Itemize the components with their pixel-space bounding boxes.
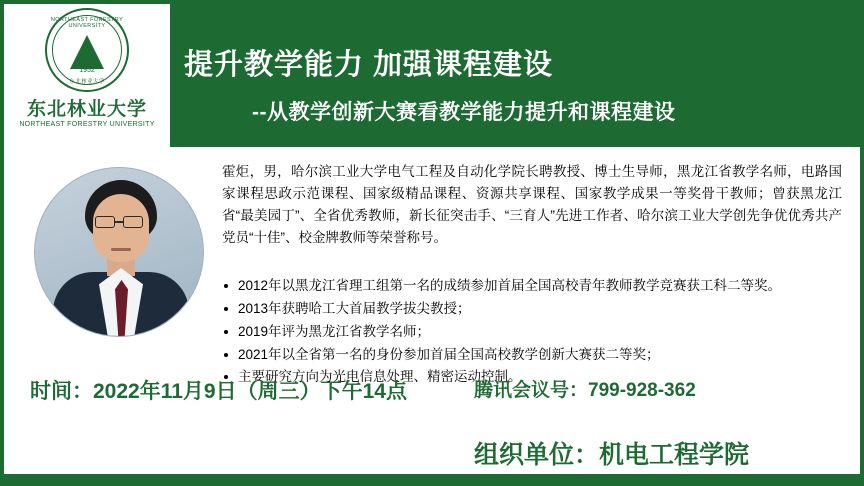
glasses-icon <box>123 216 143 228</box>
portrait-face <box>93 194 149 262</box>
list-item: 2012年以黑龙江省理工组第一名的成绩参加首届全国高校青年教师教学竞赛获工科二等奖。 <box>222 275 842 297</box>
seal-year-text: 1952 <box>79 67 95 74</box>
list-item: 2019年评为黑龙江省教学名师； <box>222 321 842 343</box>
university-name-en: NORTHEAST FORESTRY UNIVERSITY <box>19 121 155 128</box>
list-item: 2021年以全省第一名的身份参加首届全国高校教学创新大赛获二等奖； <box>222 344 842 366</box>
poster-subtitle: --从教学创新大赛看教学能力提升和课程建设 <box>252 101 676 124</box>
bottom-bar <box>4 474 864 482</box>
meeting-id: 腾讯会议号：799-928-362 <box>474 380 696 401</box>
body-area <box>4 147 864 486</box>
speaker-portrait <box>34 167 204 337</box>
organizer: 组织单位：机电工程学院 <box>474 441 750 469</box>
seal-arc-bottom-text: 东北林业大学 <box>69 79 105 85</box>
seal-arc-top-text: NORTHEAST FORESTRY UNIVERSITY <box>50 17 124 29</box>
portrait-mouth <box>111 248 131 251</box>
speaker-bio: 霍炬，男，哈尔滨工业大学电气工程及自动化学院长聘教授、博士生导师，黑龙江省教学名师，电路国家课程思政示范课程、国家级精品课程、资源共享课程、国家教学成果一等奖骨干教师；曾获黑龙江省“最美园丁”、全省优秀教师，新长征突击手、“三育人”先进工作者、哈尔滨工业大学创先争优优秀共产党员“十佳”、校金牌教师等荣誉称号。 <box>222 164 842 245</box>
glasses-bridge-icon <box>115 221 123 223</box>
university-seal-icon <box>45 8 129 92</box>
achievement-list <box>222 275 842 389</box>
glasses-icon <box>95 216 115 228</box>
header-band <box>4 4 864 147</box>
university-name-cn: 东北林业大学 <box>26 99 147 120</box>
university-logo <box>4 4 170 147</box>
meeting-time: 时间：2022年11月9日（周三）下午14点 <box>30 380 407 403</box>
poster-title: 提升教学能力 加强课程建设 <box>184 49 554 81</box>
list-item: 2013年获聘哈工大首届教学拔尖教授； <box>222 298 842 320</box>
list-item: 主要研究方向为光电信息处理、精密运动控制。 <box>222 366 842 388</box>
